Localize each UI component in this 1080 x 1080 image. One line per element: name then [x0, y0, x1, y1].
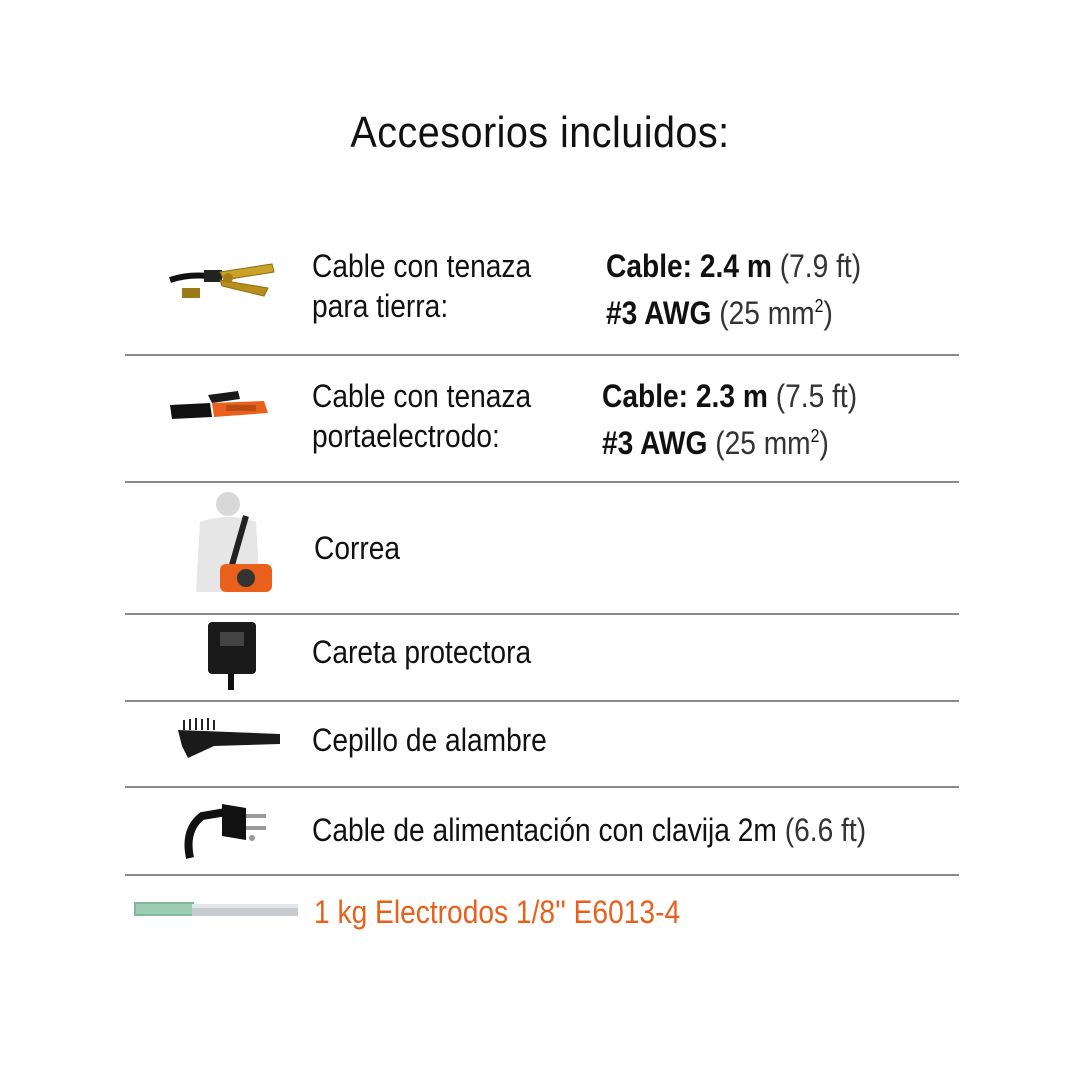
item-label: Cable de alimentación con clavija 2m (6.6 ft)	[312, 812, 867, 848]
item-label: Careta protectora	[312, 634, 532, 670]
divider	[125, 874, 959, 876]
divider	[125, 354, 959, 356]
item-spec: Cable: 2.3 m (7.5 ft) #3 AWG (25 $mm^2$)	[602, 378, 858, 461]
divider	[125, 481, 959, 483]
item-spec: Cable: 2.4 m (7.9 ft) #3 AWG (25 $mm^2$)	[606, 248, 862, 331]
item-label: Cable con tenaza para tierra:	[312, 248, 532, 324]
electrode-rod-icon	[134, 898, 300, 922]
divider	[125, 700, 959, 702]
item-label: Correa	[314, 530, 401, 566]
item-label: Cepillo de alambre	[312, 722, 547, 758]
item-label-highlight: 1 kg Electrodos 1/8'' E6013-4	[314, 894, 681, 930]
electrode-holder-icon	[168, 385, 272, 433]
welding-mask-icon	[206, 620, 258, 690]
wire-brush-icon	[174, 716, 282, 760]
power-plug-icon	[182, 800, 272, 860]
page-title: Accesorios incluidos:	[350, 108, 730, 157]
item-label: Cable con tenaza portaelectrodo:	[312, 378, 532, 454]
divider	[125, 613, 959, 615]
shoulder-strap-icon	[190, 492, 280, 592]
divider	[125, 786, 959, 788]
ground-clamp-icon	[168, 250, 280, 310]
